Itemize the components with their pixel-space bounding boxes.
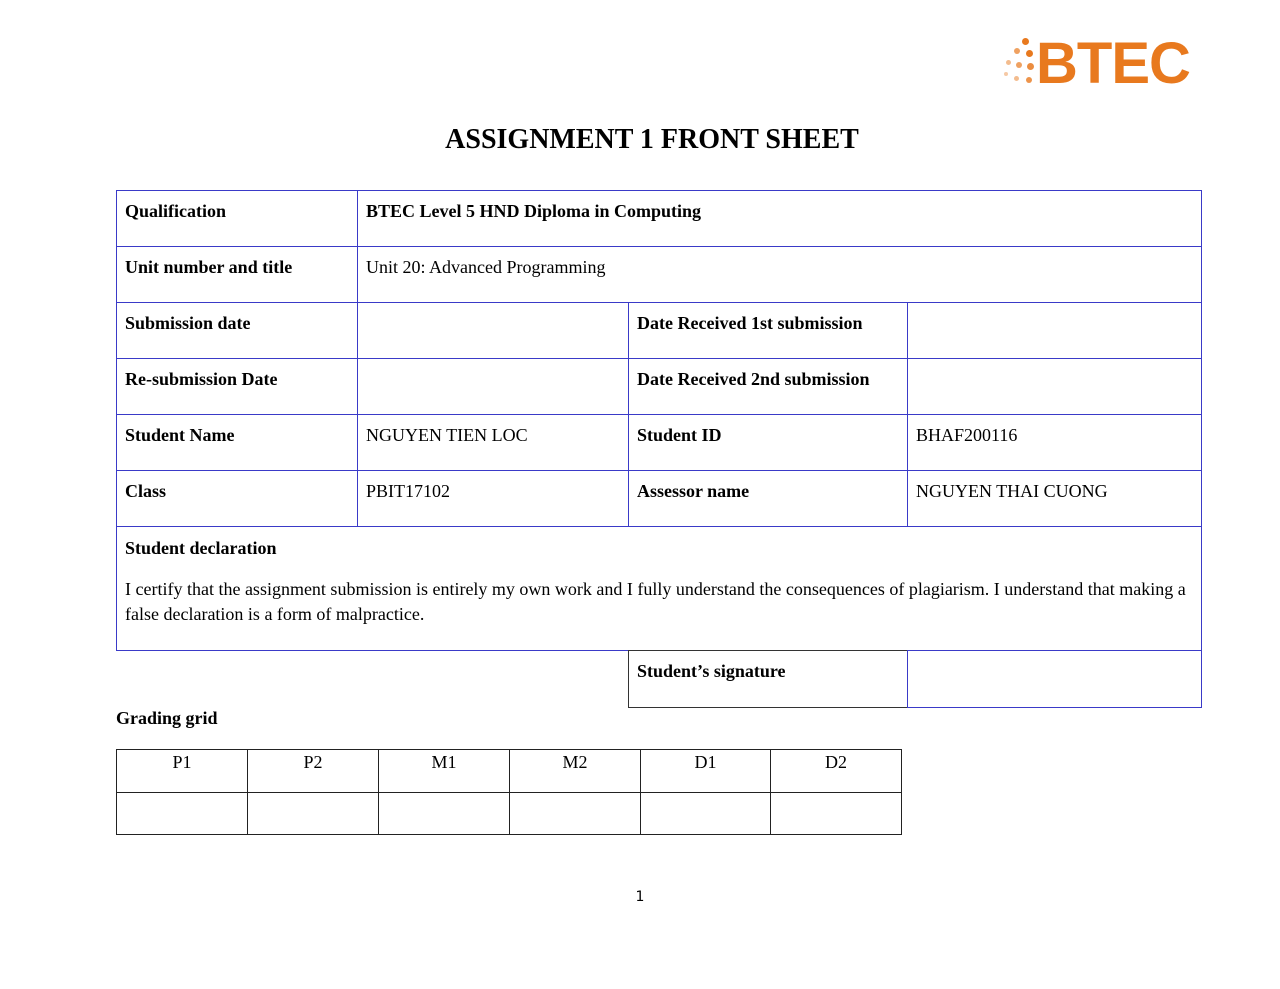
grade-cell-p1[interactable]: [116, 792, 248, 835]
class-value: PBIT17102: [357, 470, 629, 527]
signature-label: Student’s signature: [628, 650, 908, 708]
grade-cell-p2[interactable]: [247, 792, 379, 835]
date-received-1-value[interactable]: [907, 302, 1202, 359]
assessor-value: NGUYEN THAI CUONG: [907, 470, 1202, 527]
unit-value: Unit 20: Advanced Programming: [357, 246, 1202, 303]
btec-logo: BTEC: [1000, 36, 1195, 96]
qualification-label: Qualification: [116, 190, 358, 247]
grade-cell-m1[interactable]: [378, 792, 510, 835]
date-received-1-label: Date Received 1st submission: [628, 302, 908, 359]
grade-header-m1: M1: [378, 749, 510, 793]
date-received-2-value[interactable]: [907, 358, 1202, 415]
grade-header-p2: P2: [247, 749, 379, 793]
page-title: ASSIGNMENT 1 FRONT SHEET: [445, 124, 859, 155]
date-received-2-label: Date Received 2nd submission: [628, 358, 908, 415]
grade-cell-d2[interactable]: [770, 792, 902, 835]
page-number: 1: [635, 889, 645, 905]
grade-header-p1: P1: [116, 749, 248, 793]
grade-header-d1: D1: [640, 749, 771, 793]
grade-cell-m2[interactable]: [509, 792, 641, 835]
student-name-value: NGUYEN TIEN LOC: [357, 414, 629, 471]
grade-header-d2: D2: [770, 749, 902, 793]
qualification-value: BTEC Level 5 HND Diploma in Computing: [357, 190, 1202, 247]
resubmission-date-label: Re-submission Date: [116, 358, 358, 415]
student-declaration: [116, 526, 1202, 651]
grade-cell-d1[interactable]: [640, 792, 771, 835]
declaration-heading: Student declaration: [125, 538, 277, 558]
resubmission-date-value[interactable]: [357, 358, 629, 415]
submission-date-value[interactable]: [357, 302, 629, 359]
assessor-label: Assessor name: [628, 470, 908, 527]
declaration-text: I certify that the assignment submission is entirely my own work and I fully understand the consequences of plagiarism. I understand that making a false declaration is a form of malpractice.: [125, 579, 1186, 624]
student-name-label: Student Name: [116, 414, 358, 471]
student-id-value: BHAF200116: [907, 414, 1202, 471]
grading-grid-label: Grading grid: [116, 708, 218, 728]
signature-value[interactable]: [907, 650, 1202, 708]
grade-header-m2: M2: [509, 749, 641, 793]
unit-label: Unit number and title: [116, 246, 358, 303]
class-label: Class: [116, 470, 358, 527]
student-id-label: Student ID: [628, 414, 908, 471]
submission-date-label: Submission date: [116, 302, 358, 359]
